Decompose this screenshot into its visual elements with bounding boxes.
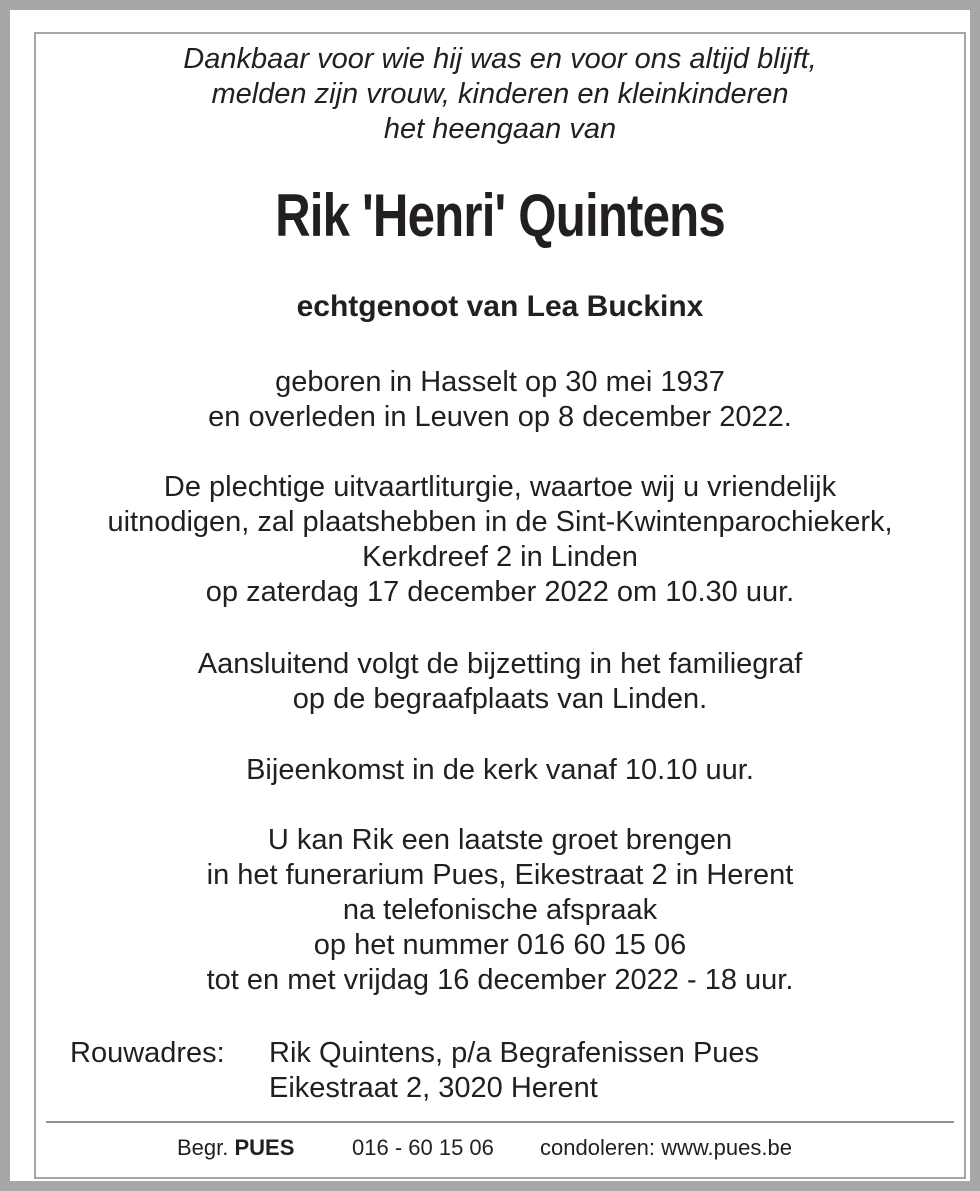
- funeral-line-2: uitnodigen, zal plaatshebben in de Sint-Kwintenparochiekerk,: [107, 506, 893, 538]
- farewell-line-2: in het funerarium Pues, Eikestraat 2 in Herent: [206, 859, 794, 891]
- footer-phone: 016 - 60 15 06: [352, 1135, 494, 1160]
- burial-line-1: Aansluitend volgt de bijzetting in het familiegraf: [197, 648, 803, 680]
- rouwadres-line-2: Eikestraat 2, 3020 Herent: [269, 1072, 598, 1104]
- farewell-line-1: U kan Rik een laatste groet brengen: [267, 824, 733, 856]
- deceased-name: Rik 'Henri' Quintens: [275, 182, 725, 249]
- footer-funeral-home: [177, 1134, 294, 1162]
- footer-company: PUES: [234, 1135, 295, 1160]
- funeral-line-1: De plechtige uitvaartliturgie, waartoe wij u vriendelijk: [163, 471, 837, 503]
- footer-prefix: Begr.: [177, 1135, 229, 1160]
- intro-line-2: melden zijn vrouw, kinderen en kleinkinderen: [211, 78, 789, 110]
- footer-divider: [46, 1121, 954, 1123]
- funeral-line-4: op zaterdag 17 december 2022 om 10.30 uur.: [205, 576, 795, 608]
- farewell-line-5: tot en met vrijdag 16 december 2022 - 18 uur.: [206, 964, 794, 996]
- spouse-line: echtgenoot van Lea Buckinx: [296, 290, 704, 323]
- rouwadres-line-1: Rik Quintens, p/a Begrafenissen Pues: [269, 1037, 760, 1069]
- farewell-line-4: op het nummer 016 60 15 06: [313, 929, 687, 961]
- intro-line-1: Dankbaar voor wie hij was en voor ons altijd blijft,: [183, 43, 817, 75]
- death-line: en overleden in Leuven op 8 december 2022.: [208, 401, 792, 433]
- rouwadres-label: Rouwadres:: [70, 1037, 225, 1069]
- burial-line-2: op de begraafplaats van Linden.: [292, 683, 708, 715]
- footer-condolences: condoleren: www.pues.be: [540, 1135, 792, 1160]
- intro-line-3: het heengaan van: [383, 113, 617, 145]
- farewell-line-3: na telefonische afspraak: [342, 894, 658, 926]
- birth-line: geboren in Hasselt op 30 mei 1937: [275, 366, 725, 398]
- gathering-line: Bijeenkomst in de kerk vanaf 10.10 uur.: [246, 754, 754, 786]
- funeral-line-3: Kerkdreef 2 in Linden: [362, 541, 638, 573]
